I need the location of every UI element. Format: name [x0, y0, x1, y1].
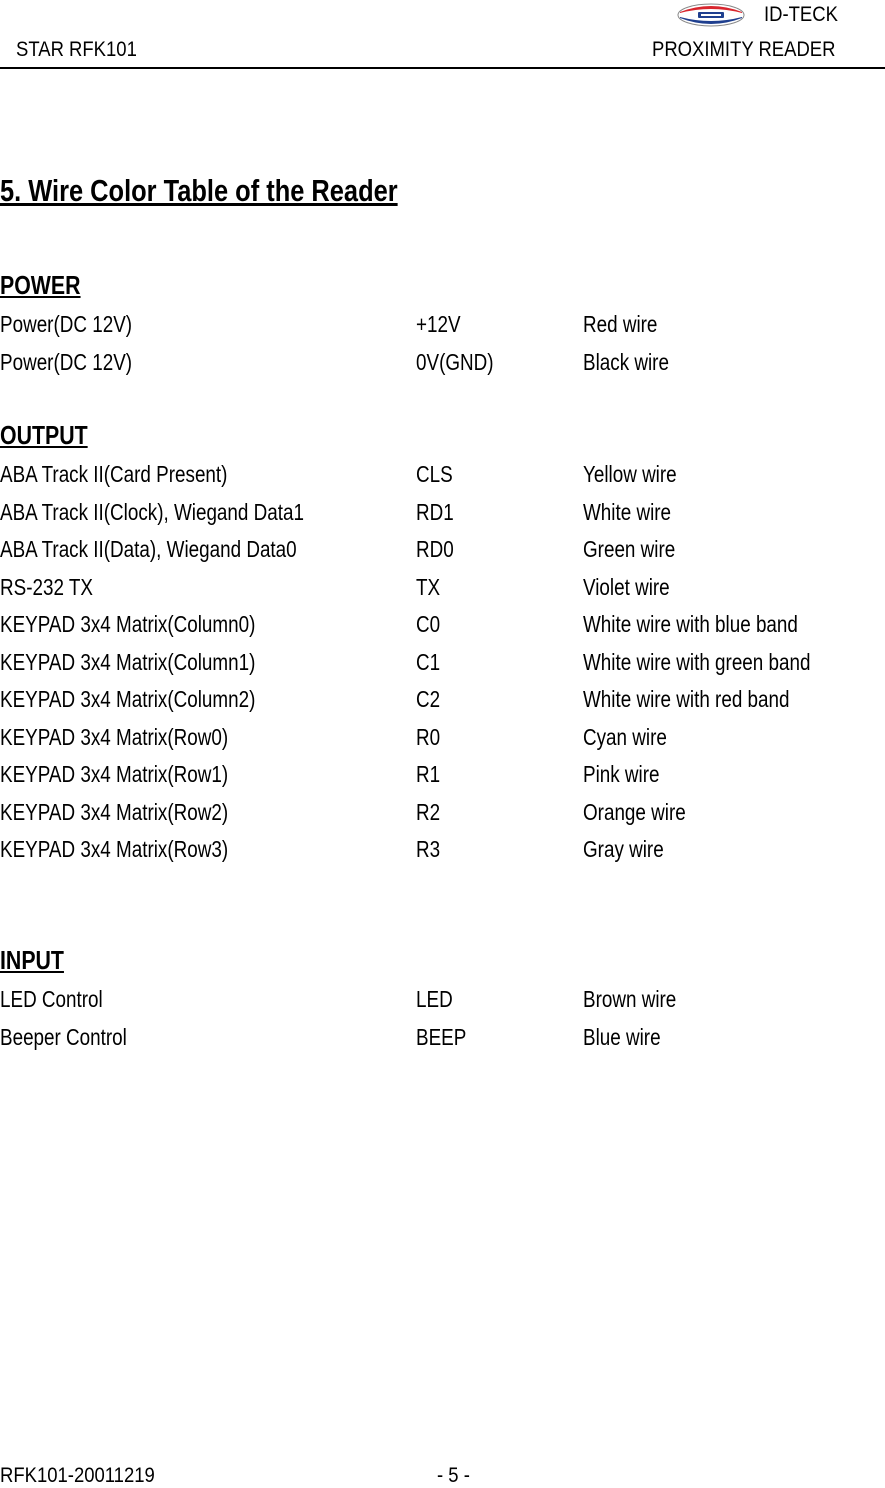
wire-color: Cyan wire [583, 724, 667, 750]
wire-signal: R1 [416, 761, 441, 787]
wire-color: Green wire [583, 536, 676, 562]
header-product: STAR RFK101 [16, 38, 137, 61]
section-heading-power: POWER [0, 270, 81, 300]
table-row [0, 686, 885, 716]
footer-doc-id: RFK101-20011219 [0, 1464, 155, 1487]
table-row [0, 574, 885, 604]
wire-function: Power(DC 12V) [0, 311, 133, 337]
table-row [0, 836, 885, 866]
wire-color: Orange wire [583, 799, 686, 825]
wire-function: Beeper Control [0, 1024, 127, 1050]
table-row [0, 1024, 885, 1054]
table-row [0, 349, 885, 379]
wire-signal: R3 [416, 836, 441, 862]
wire-function: KEYPAD 3x4 Matrix(Row2) [0, 799, 229, 825]
wire-color: Pink wire [583, 761, 660, 787]
table-row [0, 761, 885, 791]
wire-signal: C2 [416, 686, 441, 712]
section-heading-output: OUTPUT [0, 420, 88, 450]
wire-color: White wire with green band [583, 649, 811, 675]
wire-color: Violet wire [583, 574, 670, 600]
wire-function: KEYPAD 3x4 Matrix(Column2) [0, 686, 256, 712]
wire-signal: BEEP [416, 1024, 467, 1050]
wire-color: Black wire [583, 349, 669, 375]
wire-function: KEYPAD 3x4 Matrix(Row3) [0, 836, 229, 862]
wire-color: Yellow wire [583, 461, 677, 487]
table-row [0, 649, 885, 679]
wire-color: White wire with blue band [583, 611, 798, 637]
wire-function: KEYPAD 3x4 Matrix(Column0) [0, 611, 256, 637]
id-teck-logo-icon [676, 2, 746, 28]
wire-signal: LED [416, 986, 453, 1012]
header-divider [0, 67, 885, 69]
header-brand: ID-TECK [764, 3, 838, 26]
wire-function: ABA Track II(Data), Wiegand Data0 [0, 536, 297, 562]
wire-color: White wire [583, 499, 672, 525]
page-title: 5. Wire Color Table of the Reader [0, 173, 398, 208]
wire-signal: C0 [416, 611, 441, 637]
wire-color: Brown wire [583, 986, 677, 1012]
wire-function: LED Control [0, 986, 103, 1012]
table-row [0, 611, 885, 641]
table-row [0, 461, 885, 491]
wire-function: KEYPAD 3x4 Matrix(Column1) [0, 649, 256, 675]
header-category: PROXIMITY READER [652, 38, 836, 61]
wire-function: KEYPAD 3x4 Matrix(Row1) [0, 761, 229, 787]
wire-signal: TX [416, 574, 441, 600]
wire-color: Blue wire [583, 1024, 661, 1050]
page-number: - 5 - [437, 1464, 470, 1487]
wire-signal: RD1 [416, 499, 454, 525]
wire-color: White wire with red band [583, 686, 790, 712]
wire-function: RS-232 TX [0, 574, 93, 600]
wire-function: ABA Track II(Clock), Wiegand Data1 [0, 499, 304, 525]
wire-color: Gray wire [583, 836, 664, 862]
wire-color: Red wire [583, 311, 658, 337]
wire-function: ABA Track II(Card Present) [0, 461, 228, 487]
section-heading-input: INPUT [0, 945, 64, 975]
wire-signal: CLS [416, 461, 453, 487]
table-row [0, 986, 885, 1016]
wire-function: Power(DC 12V) [0, 349, 133, 375]
wire-signal: C1 [416, 649, 441, 675]
wire-function: KEYPAD 3x4 Matrix(Row0) [0, 724, 229, 750]
table-row [0, 724, 885, 754]
wire-signal: RD0 [416, 536, 454, 562]
table-row [0, 499, 885, 529]
table-row [0, 536, 885, 566]
wire-signal: R0 [416, 724, 441, 750]
table-row [0, 799, 885, 829]
wire-signal: 0V(GND) [416, 349, 494, 375]
table-row [0, 311, 885, 341]
wire-signal: R2 [416, 799, 441, 825]
wire-signal: +12V [416, 311, 461, 337]
